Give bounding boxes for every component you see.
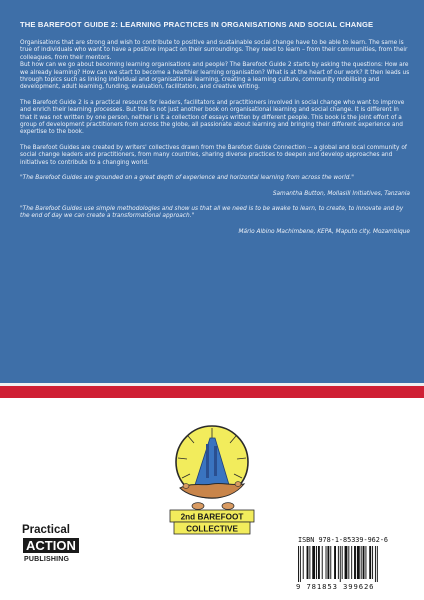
barcode-bar: [363, 546, 365, 579]
barcode-bar: [354, 546, 356, 579]
publisher-name-publishing: PUBLISHING: [24, 556, 70, 563]
barcode-bar: [345, 546, 348, 579]
logo-line-2: COLLECTIVE: [186, 524, 238, 534]
barcode-bar: [316, 546, 317, 579]
publisher-name-action: ACTION: [23, 538, 79, 553]
barcode-bar: [309, 546, 310, 579]
blurb-paragraph-2: But how can we go about becoming learning organisations and people? The Barefoot Guide 2 starts by asking the questions: How are we already learning? How can we start to become a healthier learning organisation? What is at the heart of our work? It then leads us through topics such as linking individual and organisational learning, creating a learning culture, community mobilising and development, adult learning, funding, evaluation, facilitation, and creative writing.: [20, 62, 410, 91]
barcode-bar: [361, 546, 362, 579]
barcode-bar: [338, 546, 339, 579]
barcode-bar: [312, 546, 315, 579]
barcode-bar: [322, 546, 323, 579]
logo-line-1: 2nd BAREFOOT: [180, 512, 244, 522]
quote-1: "The Barefoot Guides are grounded on a great depth of experience and horizontal learning from across the world.": [20, 175, 354, 182]
quote-1-attribution: Samantha Button, Mollasili Initiatives, Tanzania: [272, 190, 410, 197]
barcode-bar: [348, 546, 349, 579]
barefoot-collective-logo: [166, 424, 258, 536]
barcode-bar: [377, 546, 378, 582]
barcode: [296, 546, 408, 582]
quote-2: "The Barefoot Guides use simple methodologies and show us that all we need is to be awake to learn, to create, to innovate and by the end of day we can create a transformational approach.": [20, 205, 404, 220]
barcode-bar: [303, 546, 304, 579]
blurb-paragraph-1: Organisations that are strong and wish to contribute to positive and sustainable social change have to be able to learn. The same is true of individuals who want to have a positive impact on their surroundings. They need to learn – from their communities, from their colleagues, from their mentors.: [20, 40, 408, 61]
blurb-paragraph-3: The Barefoot Guide 2 is a practical resource for leaders, facilitators and practitioners involved in social change who want to improve and enrich their learning processes. But this is not just another book on organisational learning and social change. It is different in that it was not written by one person, neither is it a collection of essays written by different people. This book is the joint effort of a group of development practitioners from across the globe, all passionate about learning and bringing their different experience and expertise to the book.: [20, 99, 405, 136]
divider-stripe-red: [0, 386, 424, 398]
barcode-bar: [330, 546, 331, 579]
barcode-bar: [300, 546, 301, 582]
barcode-bar: [327, 546, 329, 579]
barcode-bar: [375, 546, 376, 582]
barcode-bar: [357, 546, 360, 579]
publisher-name-practical: Practical: [22, 524, 70, 536]
page-title: THE BAREFOOT GUIDE 2: LEARNING PRACTICES IN ORGANISATIONS AND SOCIAL CHANGE: [20, 20, 374, 29]
practical-action-publishing-logo: [22, 524, 88, 574]
barcode-bar: [334, 546, 336, 579]
barcode-bar: [326, 546, 327, 579]
barcode-bar: [307, 546, 309, 579]
barcode-bar: [340, 546, 341, 582]
barcode-bar: [342, 546, 343, 579]
barcode-bar: [298, 546, 299, 582]
barcode-number: 9 781853 399626: [296, 582, 375, 591]
blurb-paragraph-4: The Barefoot Guides are created by writers' collectives drawn from the Barefoot Guide Connection -- a global and local community of social change leaders and practitioners, from many countries, sharing diverse practices to deepen and develop approaches and initiatives to contribute to a changing world.: [20, 144, 407, 166]
barcode-bar: [365, 546, 366, 579]
quote-2-attribution: Mário Albino Machimbene, KEPA, Maputo city, Mozambique: [238, 228, 410, 235]
blurb: [20, 40, 410, 244]
barcode-bar: [351, 546, 352, 579]
barcode-bar: [318, 546, 320, 579]
isbn-label: ISBN 978-1-85339-962-6: [298, 536, 389, 544]
barcode-bar: [369, 546, 371, 579]
barcode-bar: [372, 546, 373, 579]
